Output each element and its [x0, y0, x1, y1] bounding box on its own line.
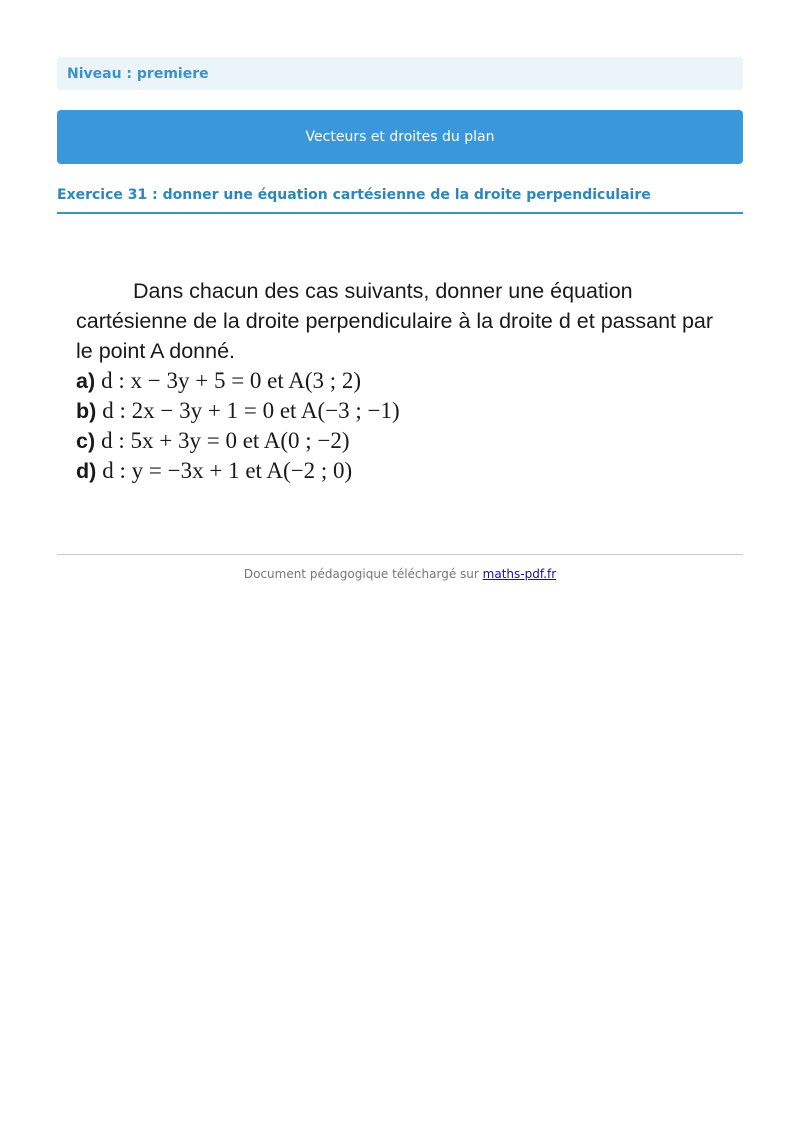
footer-divider	[57, 554, 743, 555]
item-label: b)	[76, 399, 97, 423]
level-banner	[57, 57, 743, 90]
level-label: Niveau :	[67, 65, 133, 82]
item-equation: d : y = −3x + 1 et A(−2 ; 0)	[102, 458, 353, 483]
exercise-item-a	[76, 366, 716, 396]
footer-site-link[interactable]: maths-pdf.fr	[482, 567, 557, 581]
exercise-title: Exercice 31 : donner une équation cartésienne de la droite perpendiculaire	[57, 186, 743, 214]
item-label: d)	[76, 459, 97, 483]
item-equation: d : 2x − 3y + 1 = 0 et A(−3 ; −1)	[102, 398, 400, 423]
chapter-title-bar	[57, 110, 743, 164]
chapter-title: Vecteurs et droites du plan	[305, 129, 495, 145]
item-label: a)	[76, 369, 96, 393]
item-equation: d : 5x + 3y = 0 et A(0 ; −2)	[101, 428, 350, 453]
exercise-intro: Dans chacun des cas suivants, donner une équation cartésienne de la droite perpendiculaire à la droite d et passant par le point A donné.	[76, 279, 714, 363]
item-label: c)	[76, 429, 96, 453]
footer-text: Document pédagogique téléchargé sur	[243, 567, 479, 581]
level-value: premiere	[136, 65, 209, 82]
exercise-item-b	[76, 396, 716, 426]
item-equation: d : x − 3y + 5 = 0 et A(3 ; 2)	[101, 368, 362, 393]
footer	[57, 567, 743, 581]
exercise-item-c	[76, 426, 716, 456]
exercise-statement	[76, 276, 716, 486]
exercise-item-d	[76, 456, 716, 486]
